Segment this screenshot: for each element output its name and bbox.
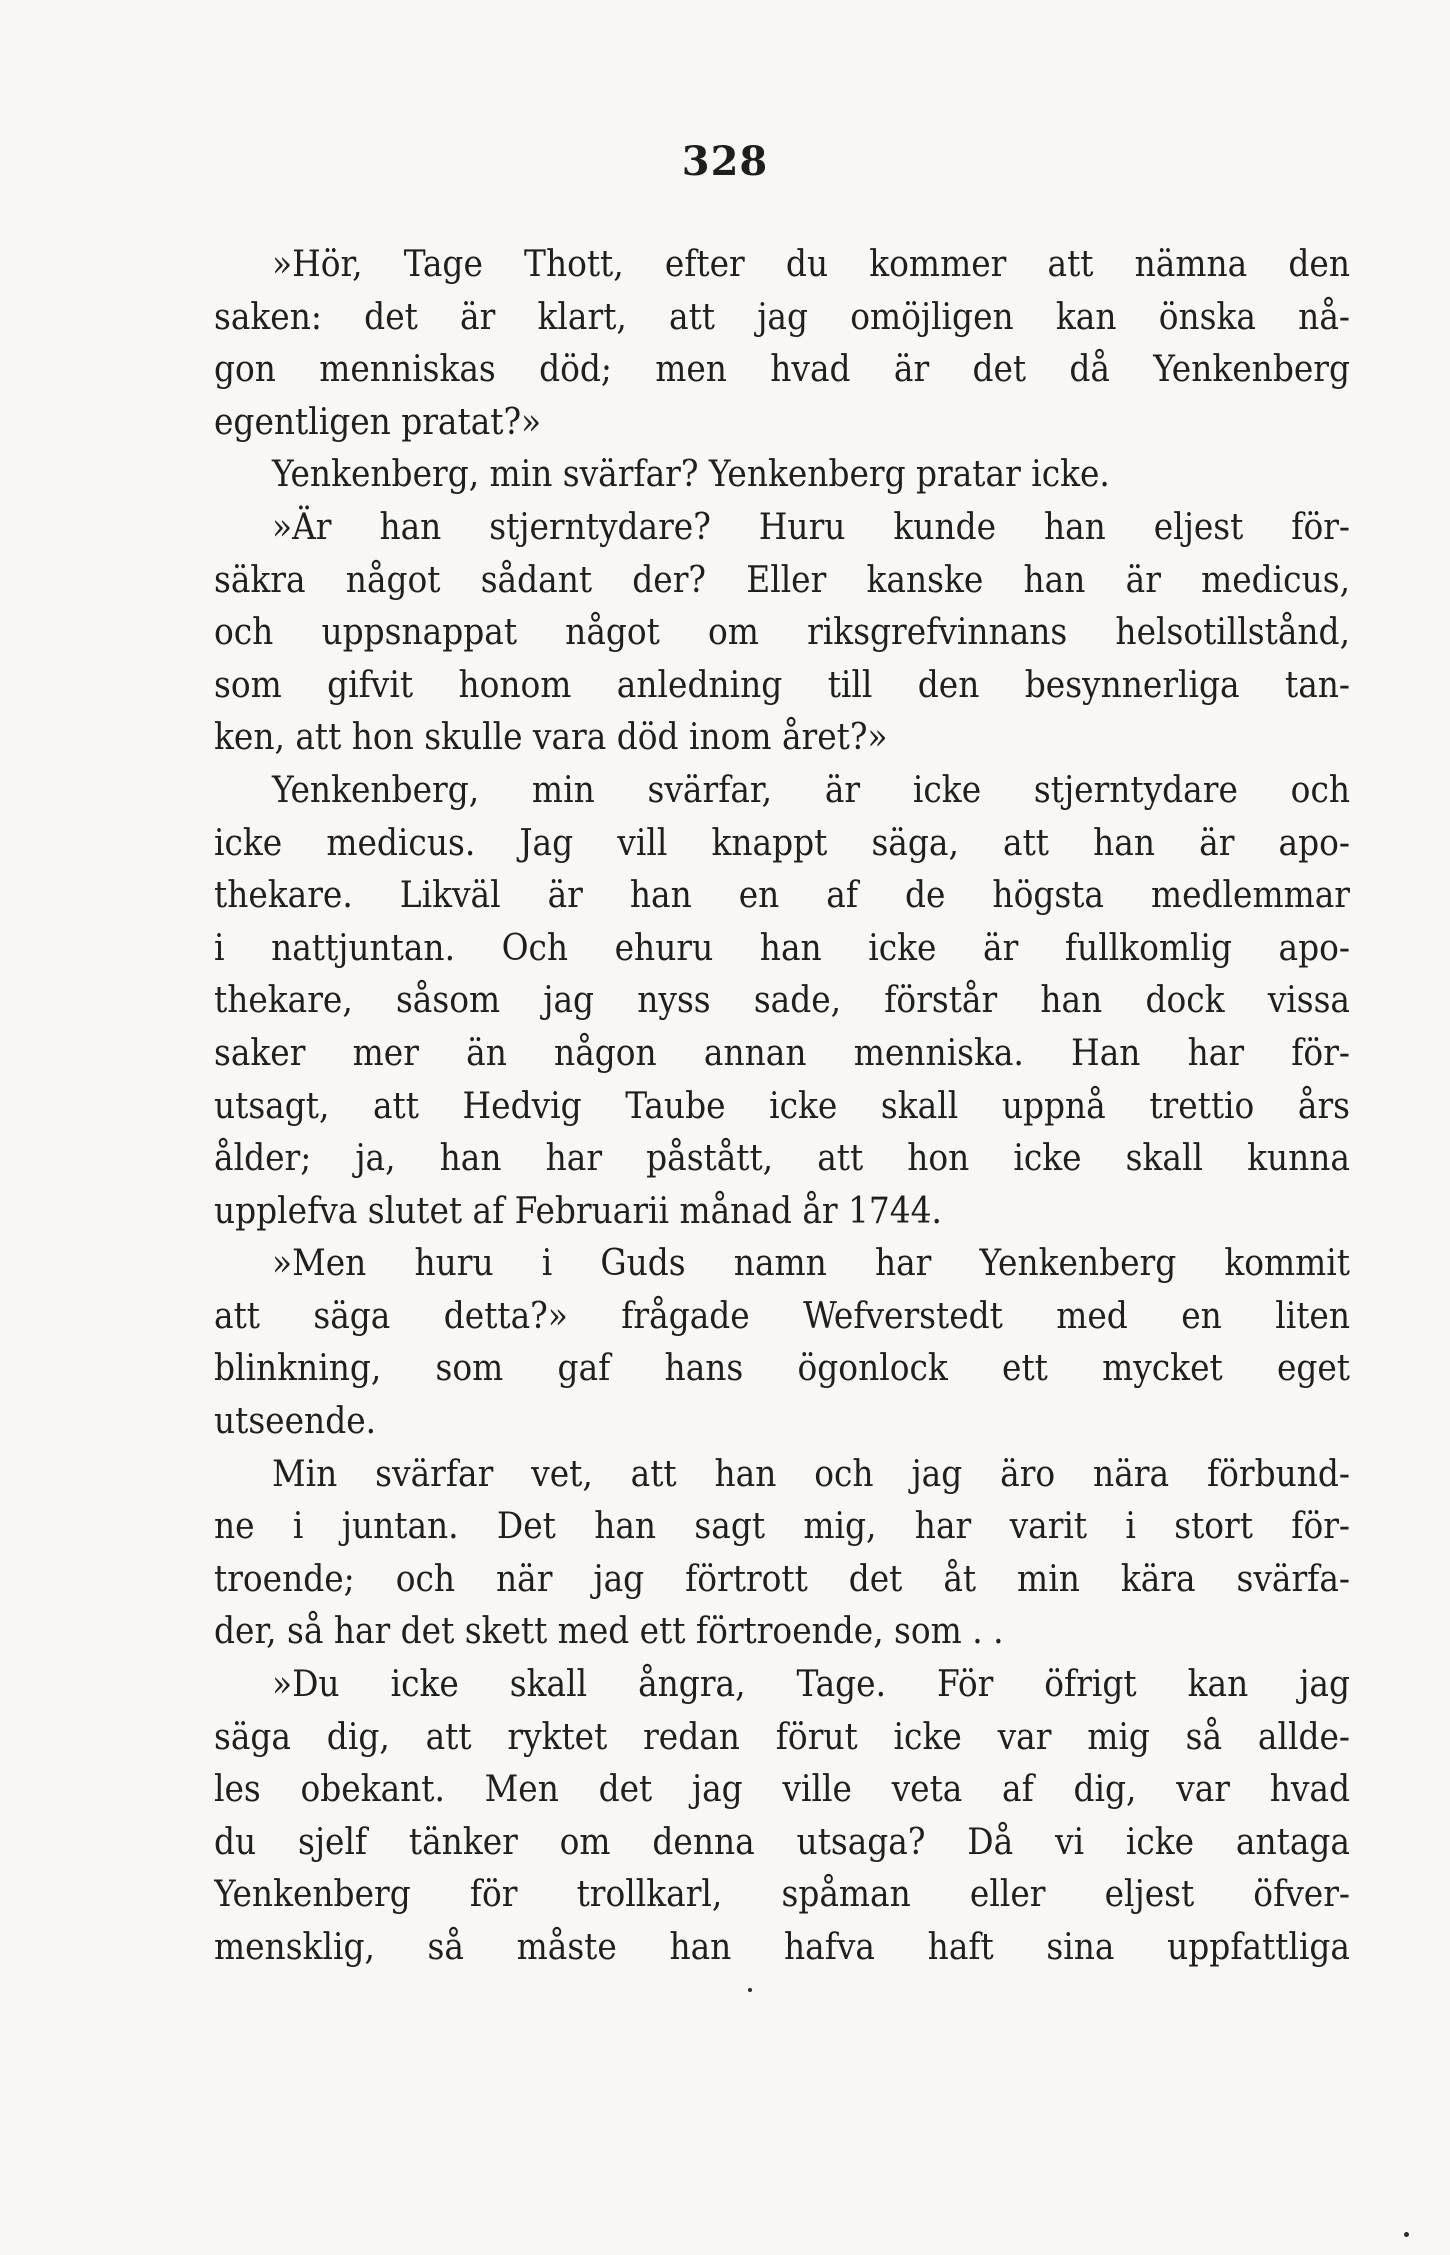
text-line: mensklig, så måste han hafva haft sina uppfattliga [214,1925,1350,1968]
text-line: thekare, såsom jag nyss sade, förstår han dock vissa [214,978,1350,1022]
text-line: ålder; ja, han har påstått, att hon icke skall kunna [214,1136,1350,1180]
paper-speck [1404,2232,1409,2237]
text-line: gon menniskas död; men hvad är det då Yenkenberg [214,347,1350,391]
text-line: ne i juntan. Det han sagt mig, har varit i stort för- [214,1504,1350,1548]
page-number: 328 [681,138,769,185]
text-line: blinkning, som gaf hans ögonlock ett mycket eget [214,1346,1350,1390]
text-line: »Du icke skall ångra, Tage. För öfrigt kan jag [272,1662,1350,1706]
text-line: i nattjuntan. Och ehuru han icke är fullkomlig apo- [214,925,1350,969]
paper-speck [748,1988,752,1992]
text-line: ken, att hon skulle vara död inom året?» [214,715,888,759]
body-text [214,238,1350,1974]
text-line: »Är han stjerntydare? Huru kunde han eljest för- [272,504,1350,548]
text-line: utseende. [214,1399,377,1443]
text-line: »Men huru i Guds namn har Yenkenberg kommit [272,1241,1350,1285]
text-line: troende; och när jag förtrott det åt min kära svärfa- [214,1556,1350,1600]
text-line: Yenkenberg för trollkarl, spåman eller eljest öfver- [214,1872,1350,1916]
text-line: saker mer än någon annan menniska. Han har för- [214,1030,1350,1074]
text-line: och uppsnappat något om riksgrefvinnans helsotillstånd, [214,610,1350,654]
text-line: upplefva slutet af Februarii månad år 1744. [214,1188,942,1232]
text-line: utsagt, att Hedvig Taube icke skall uppnå trettio års [214,1083,1350,1127]
text-line: Yenkenberg, min svärfar? Yenkenberg pratar icke. [272,452,1110,496]
text-line: der, så har det skett med ett förtroende, som . . [214,1609,1004,1653]
text-line: thekare. Likväl är han en af de högsta medlemmar [214,873,1350,917]
text-line: Yenkenberg, min svärfar, är icke stjerntydare och [272,767,1350,811]
text-line: saken: det är klart, att jag omöjligen kan önska nå- [214,294,1350,338]
text-line: icke medicus. Jag vill knappt säga, att han är apo- [214,820,1350,864]
text-line: »Hör, Tage Thott, efter du kommer att nämna den [272,242,1350,285]
text-line: les obekant. Men det jag ville veta af dig, var hvad [214,1767,1350,1811]
text-line: att säga detta?» frågade Wefverstedt med en liten [214,1293,1350,1337]
text-line: Min svärfar vet, att han och jag äro nära förbund- [272,1451,1350,1495]
text-line: egentligen pratat?» [214,399,542,443]
text-line: du sjelf tänker om denna utsaga? Då vi icke antaga [214,1819,1350,1863]
text-line: som gifvit honom anledning till den besynnerliga tan- [214,662,1350,706]
text-line: säkra något sådant der? Eller kanske han är medicus, [214,557,1350,601]
text-line: säga dig, att ryktet redan förut icke var mig så allde- [214,1714,1350,1758]
